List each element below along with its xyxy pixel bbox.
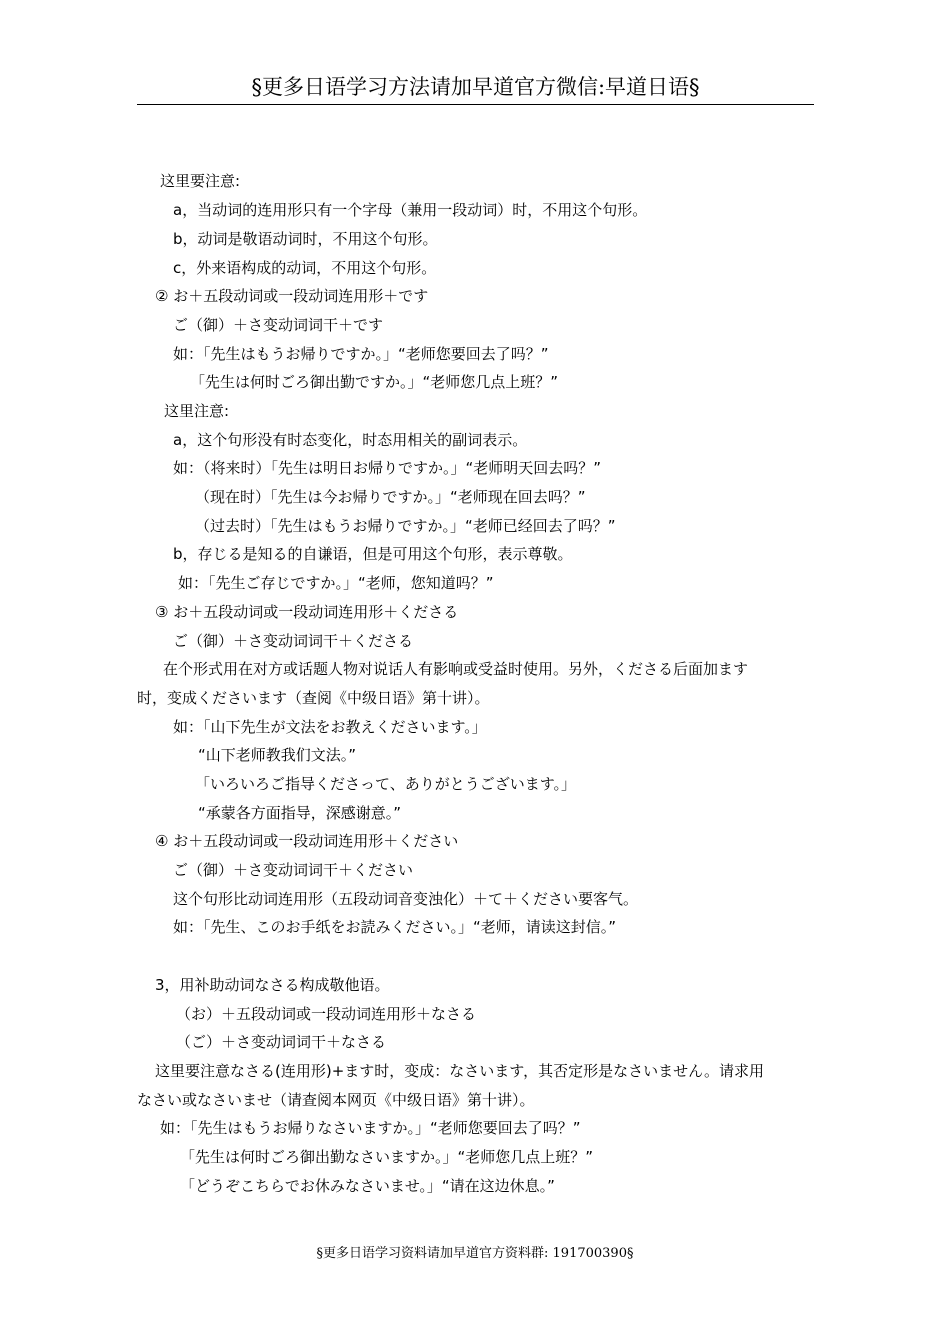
text-line: c，外来语构成的动词，不用这个句形。 (173, 259, 437, 277)
text-line: a，这个句形没有时态变化，时态用相关的副词表示。 (173, 431, 528, 449)
text-line: 在个形式用在对方或话题人物对说话人有影响或受益时使用。另外，くださる后面加ます (163, 660, 749, 678)
text-line: a，当动词的连用形只有一个字母（兼用一段动词）时，不用这个句形。 (173, 201, 648, 219)
text-line: 这里注意: (164, 402, 230, 420)
text-line: ご（御）＋さ变动词词干＋です (173, 316, 384, 334)
text-line: なさい或なさいませ（请查阅本网页《中级日语》第十讲）。 (137, 1091, 535, 1109)
text-line: b，存じる是知る的自谦语，但是可用这个句形，表示尊敬。 (173, 545, 573, 563)
page-header: §更多日语学习方法请加早道官方微信:早道日语§ (137, 70, 814, 105)
section-heading: ③ お＋五段动词或一段动词连用形＋くださる (155, 603, 459, 621)
text-line: 这里要注意: (160, 172, 241, 190)
text-line: 时，变成くださいます（查阅《中级日语》第十讲）。 (137, 689, 490, 707)
example-line: 如：「先生、このお手纸をお読みください。」“老师，请读这封信。” (173, 918, 617, 936)
section-heading: ④ お＋五段动词或一段动词连用形＋ください (155, 832, 459, 850)
example-line: 如：「山下先生が文法をお教えくださいます。」 (173, 718, 487, 736)
text-line: ご（御）＋さ变动词词干＋ください (173, 861, 414, 879)
text-line: 这个句形比动词连用形（五段动词音变浊化）＋て＋ください要客气。 (173, 890, 639, 908)
example-line: 「どうぞこちらでお休みなさいませ。」“请在这边休息。” (180, 1177, 555, 1195)
text-line: 这里要注意なさる(连用形)+ます时，变成：なさいます，其否定形是なさいません。请求用 (155, 1062, 764, 1080)
section-heading: ② お＋五段动词或一段动词连用形＋です (155, 287, 429, 305)
example-line: 如：（将来时）「先生は明日お帰りですか。」“老师明天回去吗？” (173, 459, 602, 477)
text-line: （お）＋五段动词或一段动词连用形＋なさる (176, 1005, 477, 1023)
example-line: 如：「先生ご存じですか。」“老师，您知道吗？” (178, 574, 494, 592)
example-line: 如：「先生はもうお帰りですか。」“老师您要回去了吗？” (173, 345, 549, 363)
example-line: （现在时）「先生は今お帰りですか。」“老师现在回去吗？” (195, 488, 586, 506)
example-line: （过去时）「先生はもうお帰りですか。」“老师已经回去了吗？” (195, 517, 616, 535)
example-line: 「いろいろご指导くださって、ありがとうございます。」 (195, 775, 577, 793)
example-line: “山下老师教我们文法。” (198, 746, 357, 764)
example-line: 如：「先生はもうお帰りなさいますか。」“老师您要回去了吗？” (160, 1119, 581, 1137)
example-line: 「先生は何时ごろ御出勤なさいますか。」“老师您几点上班？” (180, 1148, 594, 1166)
text-line: ご（御）＋さ变动词词干＋くださる (173, 632, 414, 650)
example-line: “承蒙各方面指导，深感谢意。” (198, 804, 402, 822)
text-line: （ご）＋さ变动词词干＋なさる (176, 1033, 387, 1051)
section-heading: 3，用补助动词なさる构成敬他语。 (155, 976, 390, 994)
example-line: 「先生は何时ごろ御出勤ですか。」“老师您几点上班？” (190, 373, 559, 391)
page-footer: §更多日语学习资料请加早道官方资料群: 191700390§ (316, 1246, 634, 1261)
text-line: b，动词是敬语动词时，不用这个句形。 (173, 230, 438, 248)
